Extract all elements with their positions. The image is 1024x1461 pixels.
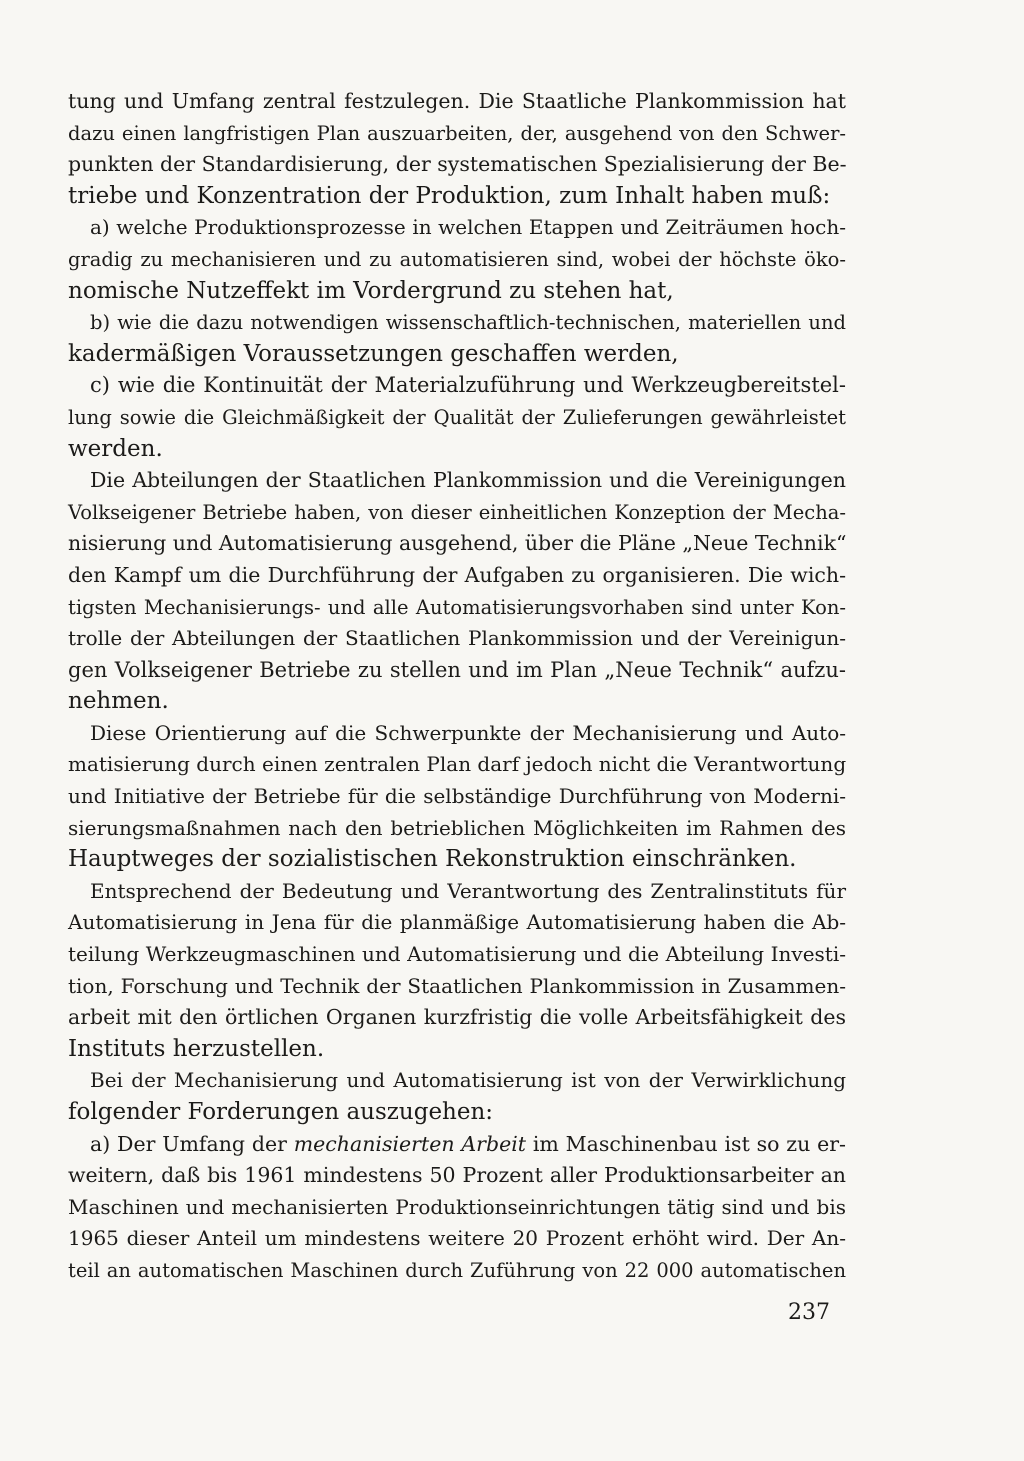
text-line: Volkseigener Betriebe haben, von dieser einheitlichen Konzeption der Mecha- [68, 500, 846, 524]
text-line: lung sowie die Gleichmäßigkeit der Qualität der Zulieferungen gewährleistet [68, 405, 846, 429]
text-line: arbeit mit den örtlichen Organen kurzfristig die volle Arbeitsfähigkeit des [68, 1005, 846, 1030]
text-line: Hauptweges der sozialistischen Rekonstruktion einschränken. [68, 846, 797, 873]
text-line: Maschinen und mechanisierten Produktionseinrichtungen tätig sind und bis [68, 1194, 846, 1219]
text-segment: im Maschinenbau ist so zu er- [526, 1131, 846, 1156]
text-line: Die Abteilungen der Staatlichen Plankommission und die Vereinigungen [90, 468, 846, 493]
text-line: triebe und Konzentration der Produktion, zum Inhalt haben muß: [68, 182, 831, 209]
text-line: punkten der Standardisierung, der systematischen Spezialisierung der Be- [68, 152, 847, 177]
text-segment: a) Der Umfang der [90, 1131, 294, 1156]
text-line: gen Volkseigener Betriebe zu stellen und im Plan „Neue Technik“ aufzu- [68, 657, 846, 682]
text-line: matisierung durch einen zentralen Plan darf jedoch nicht die Verantwortung [68, 752, 847, 777]
text-line [68, 1129, 846, 1161]
text-line: Diese Orientierung auf die Schwerpunkte der Mechanisierung und Auto- [90, 720, 846, 745]
text-line: Instituts herzustellen. [68, 1035, 325, 1062]
text-line: tung und Umfang zentral festzulegen. Die Staatliche Plankommission hat [68, 89, 846, 113]
text-line: Bei der Mechanisierung und Automatisierung ist von der Verwirklichung [90, 1068, 846, 1093]
text-line: trolle der Abteilungen der Staatlichen Plankommission und der Vereinigun- [68, 626, 846, 651]
text-line: 1965 dieser Anteil um mindestens weitere 20 Prozent erhöht wird. Der An- [68, 1226, 846, 1251]
text-line: gradig zu mechanisieren und zu automatisieren sind, wobei der höchste öko- [68, 247, 846, 271]
emphasized-text: mechanisierten Arbeit [293, 1131, 527, 1156]
text-line: folgender Forderungen auszugehen: [68, 1099, 494, 1125]
text-line: weitern, daß bis 1961 mindestens 50 Prozent aller Produktionsarbeiter an [68, 1163, 846, 1188]
text-line: werden. [68, 435, 163, 462]
page-number: 237 [788, 1300, 830, 1325]
text-line: a) welche Produktionsprozesse in welchen Etappen und Zeiträumen hoch- [90, 215, 846, 240]
text-line: teilung Werkzeugmaschinen und Automatisierung und die Abteilung Investi- [68, 942, 846, 967]
text-line: nehmen. [68, 688, 169, 715]
text-line: c) wie die Kontinuität der Materialzuführung und Werkzeugbereitstel- [90, 373, 846, 398]
text-line: nisierung und Automatisierung ausgehend, über die Pläne „Neue Technik“ [68, 531, 847, 556]
text-line: tigsten Mechanisierungs- und alle Automatisierungsvorhaben sind unter Kon- [68, 595, 846, 619]
text-line: sierungsmaßnahmen nach den betrieblichen Möglichkeiten im Rahmen des [68, 815, 846, 840]
text-line: dazu einen langfristigen Plan auszuarbeiten, der, ausgehend von den Schwer- [68, 121, 846, 145]
text-line: b) wie die dazu notwendigen wissenschaftlich-technischen, materiellen und [90, 311, 846, 335]
text-line: nomische Nutzeffekt im Vordergrund zu stehen hat, [68, 277, 674, 304]
text-line: den Kampf um die Durchführung der Aufgaben zu organisieren. Die wich- [68, 562, 846, 587]
text-line: teil an automatischen Maschinen durch Zuführung von 22 000 automatischen [68, 1258, 846, 1282]
text-line: Entsprechend der Bedeutung und Verantwortung des Zentralinstituts für [90, 878, 846, 903]
text-line: Automatisierung in Jena für die planmäßige Automatisierung haben die Ab- [68, 910, 846, 935]
text-line: tion, Forschung und Technik der Staatlichen Plankommission in Zusammen- [68, 973, 846, 998]
text-line: kadermäßigen Voraussetzungen geschaffen werden, [68, 340, 679, 367]
text-line: und Initiative der Betriebe für die selbständige Durchführung von Moderni- [68, 784, 846, 809]
body-text [68, 86, 846, 1287]
